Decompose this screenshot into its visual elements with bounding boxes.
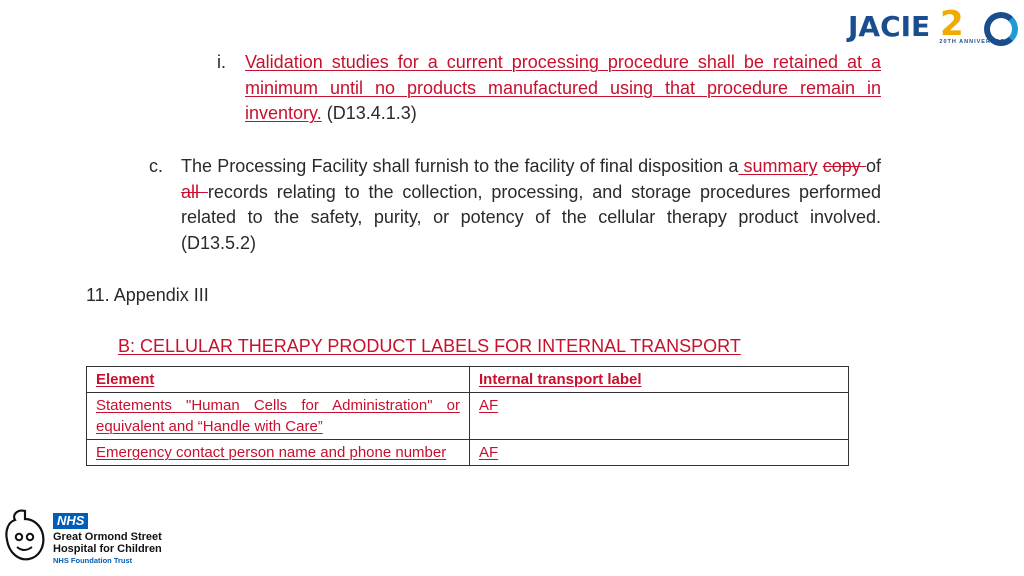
hospital-name — [53, 531, 162, 555]
row-1-label: AF — [479, 397, 499, 414]
table-cell — [470, 393, 849, 440]
section-heading: 11. Appendix III — [86, 285, 209, 305]
nhs-trust-label: NHS Foundation Trust — [53, 556, 133, 565]
item-c-text-of: of — [865, 156, 881, 176]
appendix-subheading: B: CELLULAR THERAPY PRODUCT LABELS FOR INTERNAL TRANSPORT — [118, 336, 741, 356]
table-row — [87, 393, 849, 440]
item-c-inserted-summary: summary — [738, 156, 818, 176]
item-i-reference: (D13.4.1.3) — [321, 103, 417, 123]
header-element: Element — [96, 371, 155, 388]
jacie-logo-number: 2 — [940, 4, 964, 44]
table-cell — [87, 393, 470, 440]
table-header-cell — [470, 367, 849, 393]
hospital-name-line-1: Great Ormond Street — [53, 531, 162, 543]
table-header-cell — [87, 367, 470, 393]
item-i-inserted-text: Validation studies for a current processing procedure shall be retained at a minimum until no products manufactured using that procedure remain in inventory. — [245, 52, 881, 123]
item-i-paragraph — [245, 50, 881, 127]
jacie-logo-word: JACIE — [848, 10, 931, 43]
item-c-marker: c. — [149, 156, 164, 176]
item-c-deleted-copy: copy — [822, 156, 866, 176]
table-header-row — [87, 367, 849, 393]
item-c-paragraph — [181, 154, 881, 256]
table-cell — [87, 440, 470, 466]
item-c-text-end: records relating to the collection, processing, and storage procedures performed related to the safety, purity, or potency of the cellular therapy product involved. (D13.5.2) — [181, 181, 881, 253]
hospital-name-line-2: Hospital for Children — [53, 543, 162, 555]
nhs-badge: NHS — [53, 513, 88, 529]
gosh-child-logo-icon — [3, 507, 47, 565]
item-c-text-start: The Processing Facility shall furnish to the facility of final disposition a — [181, 156, 739, 176]
header-internal-transport-label: Internal transport label — [479, 371, 642, 388]
table-row — [87, 440, 849, 466]
labels-table — [86, 366, 849, 466]
jacie-logo-subtitle: 20TH ANNIVERSARY — [939, 39, 1010, 45]
jacie-logo — [848, 4, 1018, 46]
row-1-element: Statements "Human Cells for Administration" or equivalent and “Handle with Care” — [96, 397, 460, 435]
row-2-label: AF — [479, 444, 499, 461]
item-i-marker: i. — [217, 52, 226, 72]
row-2-element: Emergency contact person name and phone number — [96, 444, 447, 461]
table-cell — [470, 440, 849, 466]
item-c-deleted-all: all — [181, 181, 208, 202]
